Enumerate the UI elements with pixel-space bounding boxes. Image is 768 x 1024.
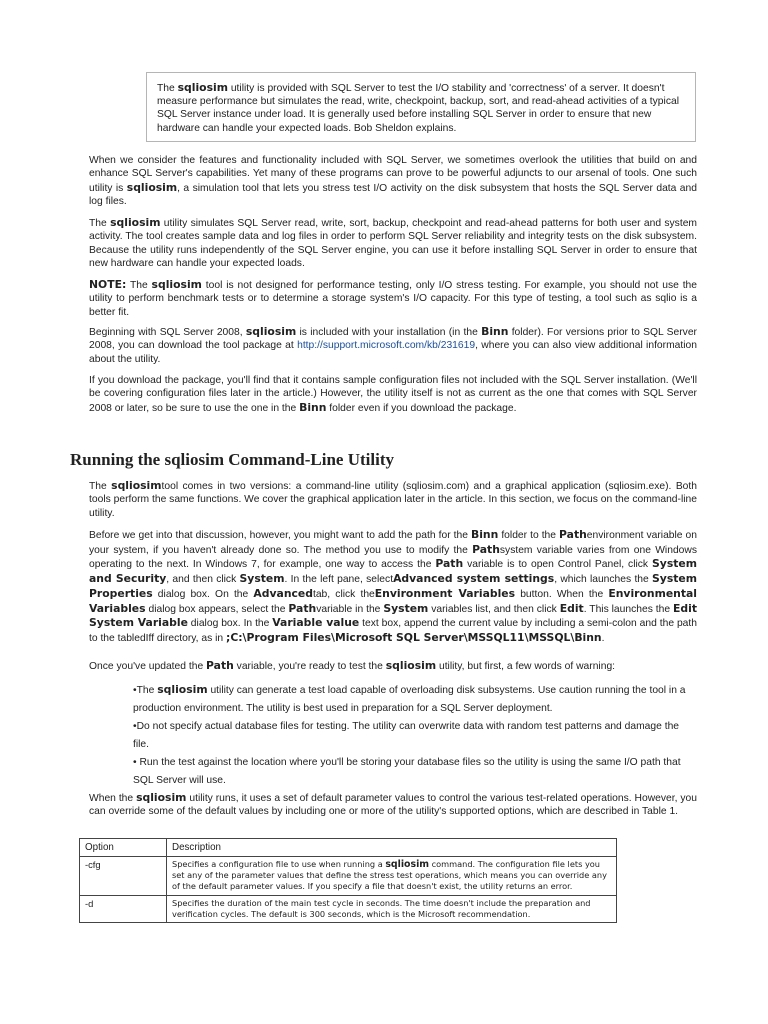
paragraph-note: NOTE: The sqliosim tool is not designed for performance testing, only I/O stress testing. For example, you should not use the utility to perform benchmark tests or to determine a storage system's I/O capacity. For this type of testing, a tool such as sqlio is a better fit. (89, 278, 698, 318)
keyword: sqliosim (126, 180, 178, 194)
support-link[interactable]: http://support.microsoft.com/kb/231619 (297, 340, 476, 352)
keyword: Binn (481, 325, 509, 338)
intro-summary-box (146, 72, 696, 142)
paragraph-download: If you download the package, you'll find that it contains sample configuration files not included with the SQL Server installation. (We'll be covering configuration files later in the article.) However, the utility itself is not as current as the one that comes with SQL Server 2008 or later, so be sure to use the one in the Binn folder even if you download the package. (89, 375, 697, 414)
option-cell: -d (80, 895, 167, 922)
paragraph-intro: When we consider the features and functionality included with SQL Server, we sometimes overlook the utilities that build on and enhance SQL Server's capabilities. Yet many of these programs can prove to be powerful adjuncts to our arsenal of tools. One such utility is sqliosim, a simulation tool that lets you stress test I/O activity on the disk subsystem that hosts the SQL Server data and log files. (89, 155, 697, 208)
list-item: • Run the test against the location where you'll be storing your database files so the utility is using the same I/O path that SQL Server will use. (133, 757, 681, 786)
options-table (79, 838, 617, 923)
keyword: sqliosim (151, 278, 202, 291)
note-label: NOTE: (89, 278, 127, 291)
paragraph-simulates: The sqliosim utility simulates SQL Server read, write, sort, backup, checkpoint and read-ahead patterns for both user and system activity. The tool creates sample data and log files in order to perform SQL Server reliability and integrity tests on the disk subsystem. Because the utility runs independently of the SQL Server engine, you can use it before installing SQL Server in order to ensure that new hardware can handle your expected loads. (89, 216, 697, 270)
keyword: Binn (299, 400, 327, 414)
option-cell: -cfg (80, 857, 167, 896)
text: utility is provided with SQL Server to test the I/O stability and 'correctness' of a server. It doesn't measure performance but simulates the read, write, checkpoint, backup, sort, and read-ahead activities of a typical SQL Server instance under load. It is generally used before installing SQL Server in order to ensure that new hardware can handle your expected loads. Bob Sheldon explains. (157, 83, 679, 134)
text: The (157, 83, 178, 94)
keyword: sqliosim (110, 216, 161, 229)
keyword: sqliosim (245, 325, 297, 338)
paragraph-versions-tool: The sqliosimtool comes in two versions: a command-line utility (sqliosim.com) and a graphical application (sqliosim.exe). Both tools perform the same functions. We cover the graphical application later in the article. In this section, we focus on the command-line utility. (89, 479, 697, 519)
table-row (80, 857, 617, 896)
paragraph-versions: Beginning with SQL Server 2008, sqliosim is included with your installation (in the Binn folder). For versions prior to SQL Server 2008, you can download the tool package at http://support.microsoft.com/kb/231619, where you can also view additional information about the utility. (89, 325, 697, 365)
paragraph-path-setup: Before we get into that discussion, however, you might want to add the path for the Binn folder to the Pathenvironment variable on your system, if you haven't already done so. The method you use to modify the Pathsystem variable varies from one Windows operating to the next. In Windows 7, for example, one way to access the Path variable is to open Control Panel, click System and Security, and then click System. In the left pane, selectAdvanced system settings, which launches the System Properties dialog box. On the Advancedtab, click theEnvironment Variables button. When the Environmental Variables dialog box appears, select the Pathvariable in the System variables list, and then click Edit. This launches the Edit System Variable dialog box. In the Variable value text box, append the current value by including a semi-colon and the path to the tabledIff directory, as in ;C:\Program Files\Microsoft SQL Server\MSSQL11\MSSQL\Binn. (89, 528, 698, 644)
header-description: Description (167, 839, 617, 857)
table-header-row (80, 839, 617, 857)
warning-list (133, 681, 697, 790)
paragraph-warning-intro: Once you've updated the Path variable, you're ready to test the sqliosim utility, but first, a few words of warning: (89, 659, 616, 672)
description-cell: Specifies the duration of the main test cycle in seconds. The time doesn't include the preparation and verification cycles. The default is 300 seconds, which is the Microsoft recommendation. (167, 895, 617, 922)
keyword: sqliosim (111, 479, 162, 492)
header-option: Option (80, 839, 167, 857)
list-item: •The sqliosim utility can generate a test load capable of overloading disk subsystems. Use caution running the tool in a production environment. The utility is best used in preparation for a SQL Server deployment. (133, 683, 686, 714)
paragraph-defaults: When the sqliosim utility runs, it uses a set of default parameter values to control the various test-related operations. However, you can override some of the default values by including one or more of the utility's supported options, which are described in Table 1. (89, 791, 698, 818)
table-row (80, 895, 617, 922)
keyword: sqliosim (177, 81, 228, 94)
section-heading: Running the sqliosim Command-Line Utility (70, 450, 394, 469)
description-cell: Specifies a configuration file to use when running a sqliosim command. The configuration file lets you set any of the parameter values that define the stress test operations, which means you can override any of the default parameter values. If you specify a file that doesn't exist, the utility returns an error. (167, 857, 617, 896)
list-item: •Do not specify actual database files for testing. The utility can overwrite data with random test patterns and damage the file. (133, 721, 680, 750)
